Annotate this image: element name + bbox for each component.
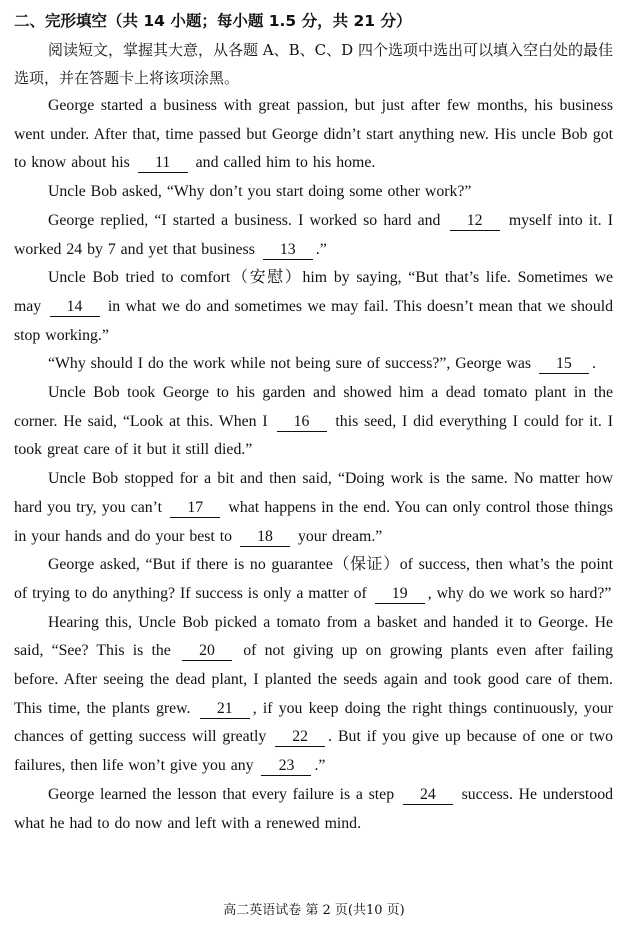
passage-paragraph (14, 207, 613, 264)
answer-blank: 12 (450, 212, 500, 231)
passage-paragraph (14, 350, 613, 379)
passage-text: and called him to his home. (190, 154, 376, 172)
instructions: 阅读短文，掌握其大意，从各题 A、B、C、D 四个选项中选出可以填入空白处的最佳选项，并在答题卡上将该项涂黑。 (14, 41, 613, 87)
passage-paragraph (14, 609, 613, 781)
passage-text: George asked, “But if there is no guarantee（保证）of success, then what’s the point of trying to do anything? If success is only a matter of (14, 556, 613, 602)
passage-text: of not giving up on growing plants even after failing before. After seeing the dead plant, I planted the seeds again and took good care of them. This time, the plants grew. (14, 642, 613, 717)
passage-paragraph (14, 379, 613, 465)
answer-blank: 13 (263, 241, 313, 260)
answer-blank: 23 (261, 757, 311, 776)
passage-paragraph (14, 92, 613, 178)
passage-text: Uncle Bob stopped for a bit and then said, “Doing work is the same. No matter how hard you try, you can’t (14, 470, 613, 516)
page-footer: 高二英语试卷 第 2 页(共10 页) (223, 903, 405, 918)
passage-text: Uncle Bob asked, “Why don’t you start doing some other work?” (48, 183, 472, 201)
section-title: 二、完形填空（共 14 小题；每小题 1.5 分，共 21 分） (14, 12, 412, 30)
passage-text: George learned the lesson that every failure is a step (48, 785, 400, 803)
passage-text: George replied, “I started a business. I worked so hard and (48, 211, 447, 229)
answer-blank: 19 (375, 585, 425, 604)
passage-paragraph (14, 465, 613, 551)
passage-text: .” (315, 240, 327, 258)
passage-paragraph (14, 551, 613, 608)
passage-text: Uncle Bob tried to comfort（安慰）him by saying, “But that’s life. Sometimes we may (14, 269, 613, 315)
passage-text: success. He understood what he had to do now and left with a renewed mind. (14, 785, 613, 832)
passage-text: Hearing this, Uncle Bob picked a tomato from a basket and handed it to George. He said, “See? This is the (14, 613, 613, 660)
answer-blank: 11 (138, 154, 188, 173)
passage-text: . But if you give up because of one or two failures, then life won’t give you any (14, 728, 613, 775)
passage-text: this seed, I did everything I could for it. I took great care of it but it still died.” (14, 412, 613, 459)
answer-blank: 15 (539, 355, 589, 374)
answer-blank: 14 (50, 298, 100, 317)
passage-text: what happens in the end. You can only control those things in your hands and do your best to (14, 498, 613, 545)
answer-blank: 24 (403, 786, 453, 805)
passage-text: , why do we work so hard?” (427, 584, 612, 602)
passage-paragraph (14, 178, 613, 207)
passage-paragraph (14, 781, 613, 838)
answer-blank: 18 (240, 528, 290, 547)
answer-blank: 22 (275, 728, 325, 747)
cloze-passage (14, 92, 613, 838)
passage-paragraph (14, 264, 613, 350)
answer-blank: 16 (277, 413, 327, 432)
passage-text: . (591, 355, 596, 373)
passage-text: in what we do and sometimes we may fail. This doesn’t mean that we should stop working.” (14, 297, 614, 344)
passage-text: , if you keep doing the right things continuously, your chances of getting success will greatly (14, 699, 613, 746)
passage-text: myself into it. I worked 24 by 7 and yet that business (14, 211, 613, 258)
passage-text: “Why should I do the work while not being sure of success?”, George was (48, 355, 536, 373)
passage-text: your dream.” (293, 527, 383, 545)
passage-text: George started a business with great passion, but just after few months, his business went under. After that, time passed but George didn’t start anything new. His uncle Bob got to know about his (14, 97, 613, 172)
passage-text: Uncle Bob took George to his garden and showed him a dead tomato plant in the corner. He said, “Look at this. When I (14, 384, 613, 430)
answer-blank: 17 (170, 499, 220, 518)
answer-blank: 20 (182, 642, 232, 661)
answer-blank: 21 (200, 700, 250, 719)
passage-text: .” (314, 757, 326, 775)
